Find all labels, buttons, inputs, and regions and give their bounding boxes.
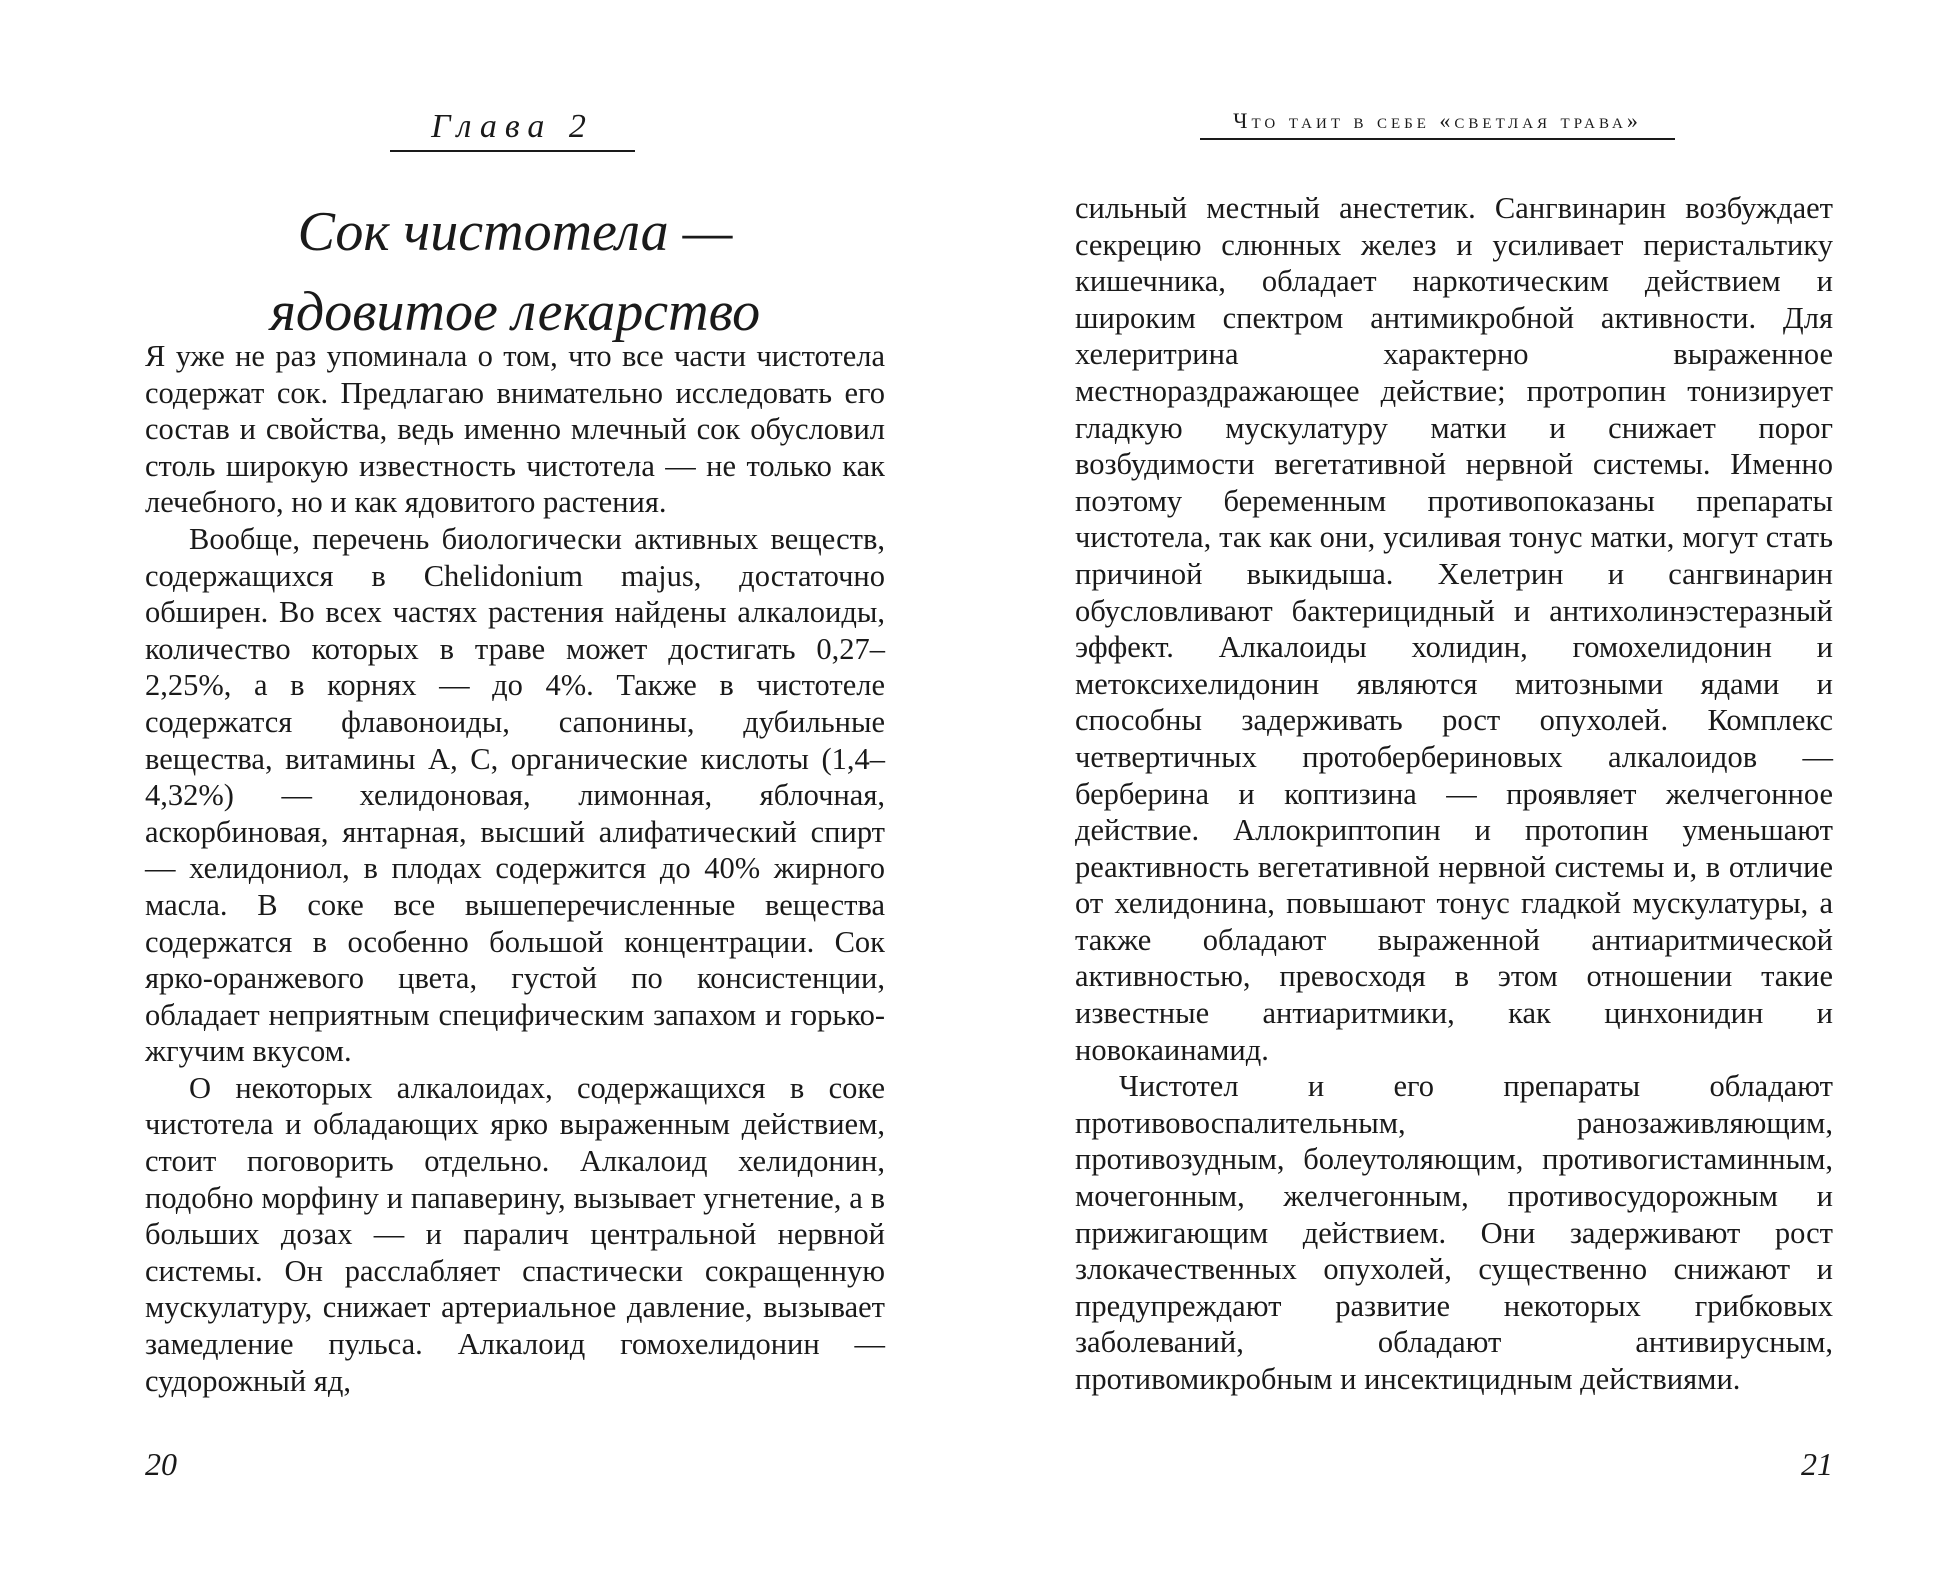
page-number: 20 — [145, 1446, 177, 1482]
page-number: 21 — [1801, 1446, 1833, 1482]
right-page — [1075, 0, 1833, 1579]
running-head: Глава 2 — [390, 110, 635, 152]
running-head: Что таит в себе «светлая трава» — [1200, 110, 1675, 140]
chapter-title — [145, 192, 885, 352]
body-text — [1075, 190, 1833, 1398]
chapter-title-line: Сок чистотела — — [297, 201, 733, 263]
paragraph: Вообще, перечень биологически активных веществ, содержащихся в Chelidonium majus, достаточно обширен. Во всех частях растения найдены алкалоиды, количество которых в траве может достигать 0,27–2,25%, а в корнях — до 4%. Также в чистотеле содержатся флавоноиды, сапонины, дубильные вещества, витамины А, С, органические кислоты (1,4–4,32%) — хелидоновая, лимонная, яблочная, аскорбиновая, янтарная, высший алифатический спирт — хелидониол, в плодах содержится до 40% жирного масла. В соке все вышеперечисленные вещества содержатся в особенно большой концентрации. Сок ярко-оранжевого цвета, густой по консистенции, обладает неприятным специфическим запахом и горько-жгучим вкусом. — [145, 521, 885, 1069]
paragraph: сильный местный анестетик. Сангвинарин возбуждает секрецию слюнных желез и усиливает перистальтику кишечника, обладает наркотическим действием и широким спектром антимикробной активности. Для хелеритрина характерно выраженное местнораздражающее действие; протропин тонизирует гладкую мускулатуру матки и снижает порог возбудимости вегетативной нервной системы. Именно поэтому беременным противопоказаны препараты чистотела, так как они, усиливая тонус матки, могут стать причиной выкидыша. Хелетрин и сангвинарин обусловливают бактерицидный и антихолинэстеразный эффект. Алкалоиды холидин, гомохелидонин и метоксихелидонин являются митозными ядами и способны задерживать рост опухолей. Комплекс четвертичных протобербериновых алкалоидов — берберина и коптизина — проявляет желчегонное действие. Аллокриптопин и протопин уменьшают реактивность вегетативной нервной системы и, в отличие от хелидонина, повышают тонус гладкой мускулатуры, а также обладают выраженной антиаритмической активностью, превосходя в этом отношении такие известные антиаритмики, как цинхонидин и новокаинамид. — [1075, 191, 1833, 1067]
chapter-title-line: ядовитое лекарство — [269, 281, 761, 343]
paragraph: Чистотел и его препараты обладают противовоспалительным, ранозаживляющим, противозудным, болеутоляющим, противогистаминным, мочегонным, желчегонным, противосудорожным и прижигающим действием. Они задерживают рост злокачественных опухолей, существенно снижают и предупреждают развитие некоторых грибковых заболеваний, обладают антивирусным, противомикробным и инсектицидным действиями. — [1075, 1069, 1833, 1396]
body-text — [145, 338, 885, 1399]
paragraph: О некоторых алкалоидах, содержащихся в соке чистотела и обладающих ярко выраженным действием, стоит поговорить отдельно. Алкалоид хелидонин, подобно морфину и папаверину, вызывает угнетение, а в больших дозах — и паралич центральной нервной системы. Он расслабляет спастически сокращенную мускулатуру, снижает артериальное давление, вызывает замедление пульса. Алкалоид гомохелидонин — судорожный яд, — [145, 1070, 885, 1398]
paragraph: Я уже не раз упоминала о том, что все части чистотела содержат сок. Предлагаю внимательно исследовать его состав и свойства, ведь именно млечный сок обусловил столь широкую известность чистотела — не только как лечебного, но и как ядовитого растения. — [145, 339, 885, 520]
left-page — [145, 0, 885, 1579]
